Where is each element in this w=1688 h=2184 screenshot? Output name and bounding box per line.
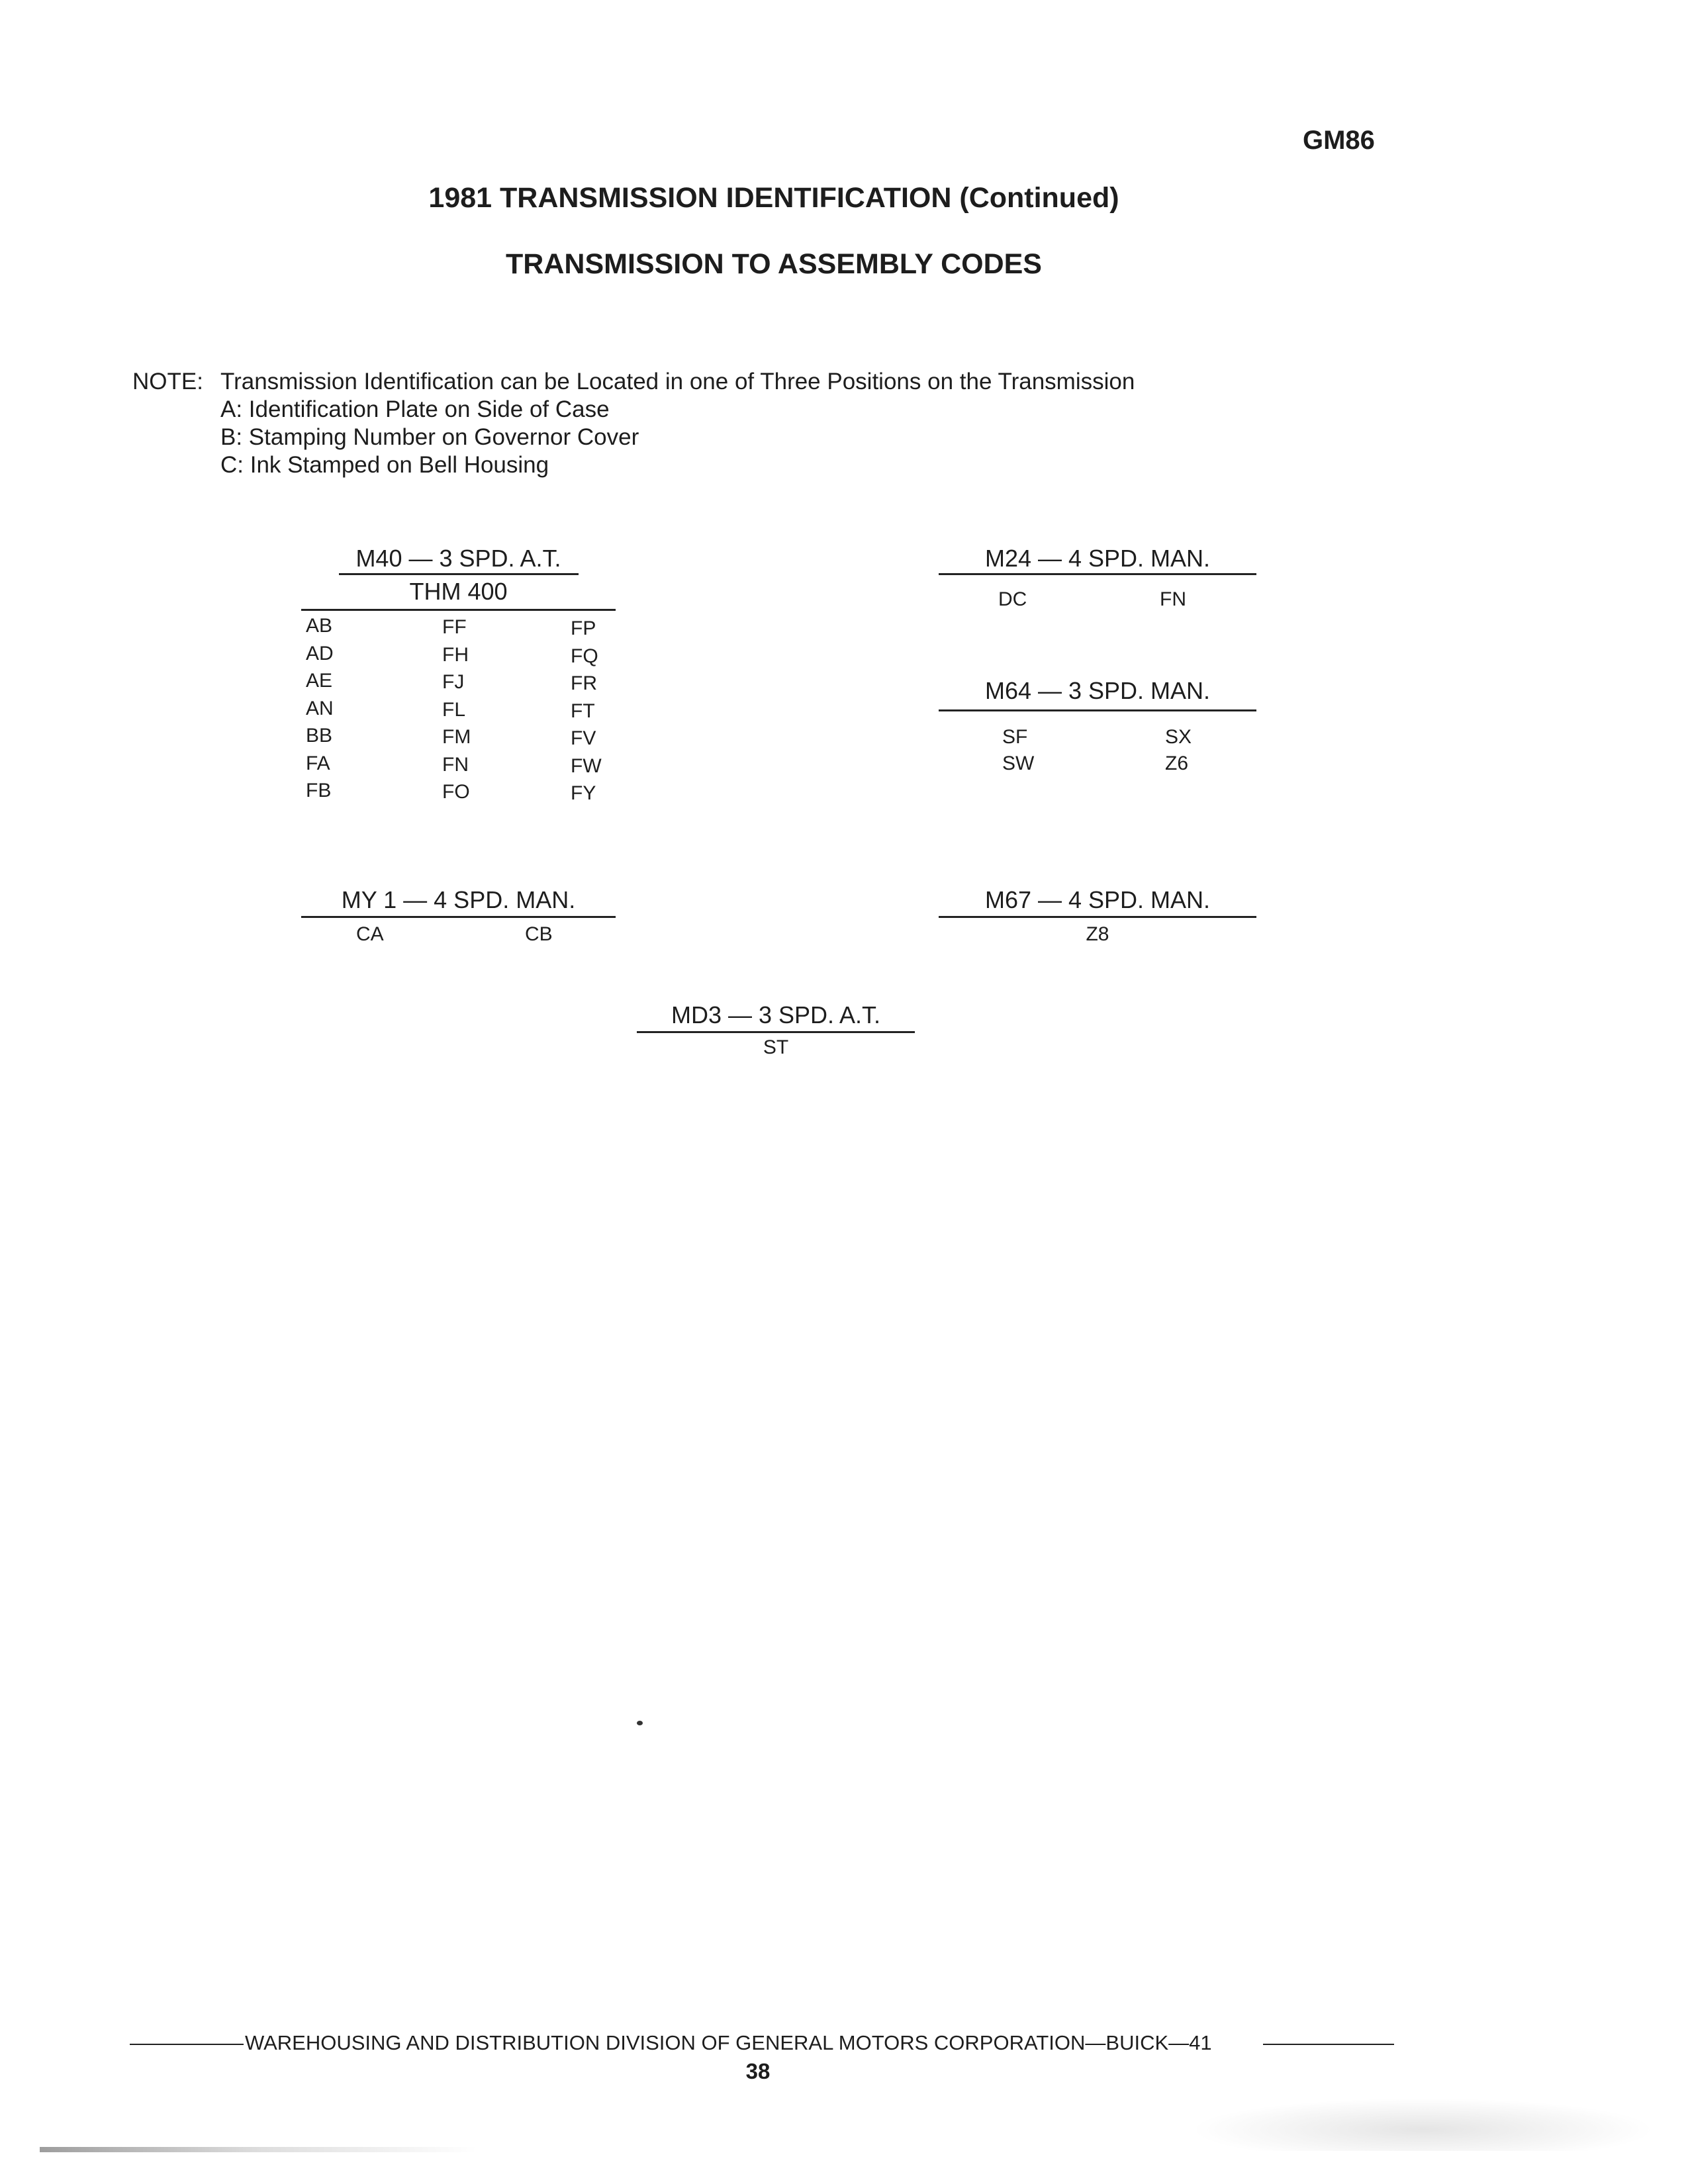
note-item-b: B: Stamping Number on Governor Cover [220,424,639,450]
my1-heading: MY 1 — 4 SPD. MAN. [341,886,576,913]
code-cell: AE [306,670,333,692]
code-cell: FT [571,700,595,722]
code-cell: BB [306,725,333,747]
code-cell: AN [306,697,334,719]
m40-column-2 [442,614,471,806]
code-cell: Z8 [1086,923,1109,945]
m40-subheading: THM 400 [409,578,508,605]
m64-heading: M64 — 3 SPD. MAN. [984,677,1211,704]
code-cell: FA [306,752,330,774]
note-label: NOTE: [132,369,203,394]
footer-rule-left [130,2044,244,2045]
m67-rule [939,916,1256,918]
note-item-c: C: Ink Stamped on Bell Housing [220,452,549,478]
code-cell: FY [571,782,596,804]
code-cell: AB [306,615,333,637]
code-cell: FL [442,698,466,721]
code-cell: CB [525,923,553,945]
code-cell: FW [571,754,602,777]
code-cell: FR [571,672,597,694]
code-cell: ST [763,1036,789,1058]
code-cell: FO [442,781,470,803]
code-cell: FH [442,643,469,666]
code-cell: FN [1160,588,1186,610]
code-cell: SW [1002,752,1035,774]
code-cell: FP [571,617,596,639]
note-item-a: A: Identification Plate on Side of Case [220,396,610,422]
my1-rule [301,916,616,918]
m40-column-3 [571,615,602,807]
document-code: GM86 [1303,126,1375,155]
code-cell: FJ [442,671,465,693]
m24-heading: M24 — 4 SPD. MAN. [984,545,1211,572]
code-cell: FF [442,616,467,638]
m40-column-1 [306,612,334,805]
md3-rule [637,1031,915,1033]
code-cell: FM [442,726,471,748]
m40-heading: M40 — 3 SPD. A.T. [355,545,561,572]
scan-edge-noise [1192,2098,1655,2151]
code-cell: FB [306,780,332,801]
code-cell: CA [356,923,384,945]
code-cell: Z6 [1165,752,1189,774]
speck [637,1721,643,1725]
code-cell: AD [306,642,334,664]
md3-heading: MD3 — 3 SPD. A.T. [671,1001,881,1028]
scan-edge-noise [40,2147,477,2152]
page-subtitle: TRANSMISSION TO ASSEMBLY CODES [506,248,1042,280]
m40-table-rule [301,609,616,611]
m24-rule [939,573,1256,575]
code-cell: DC [998,588,1027,610]
note-text: Transmission Identification can be Located in one of Three Positions on the Transmission [220,369,1135,394]
m64-rule [939,709,1256,711]
code-cell: FQ [571,645,598,667]
footer-rule-right [1263,2044,1394,2045]
page-number: 38 [745,2059,771,2083]
code-cell: SX [1165,726,1192,748]
code-cell: FN [442,753,469,776]
m67-heading: M67 — 4 SPD. MAN. [984,886,1211,913]
m40-heading-rule [339,573,579,575]
code-cell: FV [571,727,596,749]
footer-text: WAREHOUSING AND DISTRIBUTION DIVISION OF GENERAL MOTORS CORPORATION—BUICK—41 [245,2031,1212,2054]
page-title: 1981 TRANSMISSION IDENTIFICATION (Continued) [428,182,1119,214]
code-cell: SF [1002,726,1028,748]
